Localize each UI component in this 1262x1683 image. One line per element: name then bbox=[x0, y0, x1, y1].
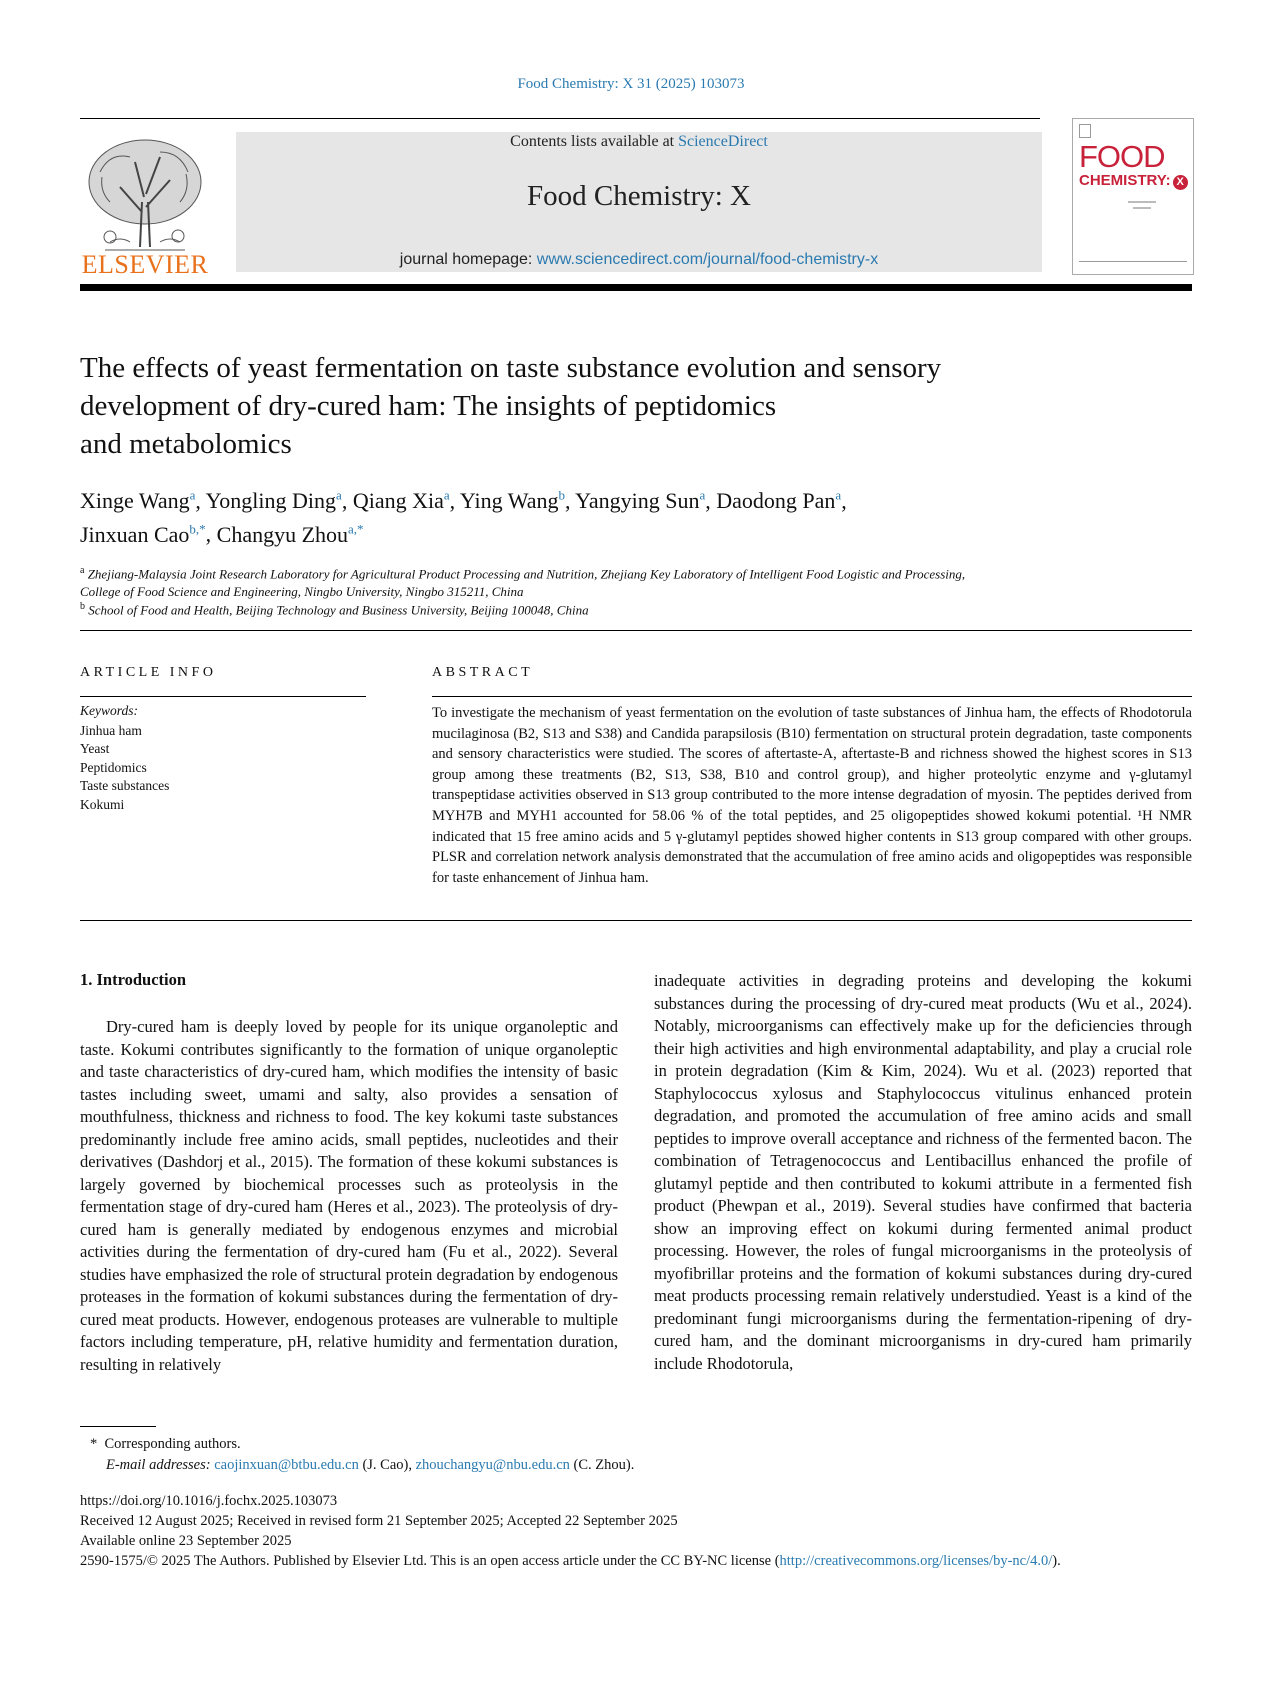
abstract-text: To investigate the mechanism of yeast fermentation on the evolution of taste substances of Jinhua ham, the effects of Rhodotorula mucilaginosa (B2, S13 and S38) and Candida parapsilosis (B10) fermentation on structural protein degradation, taste components and sensory characteristics were studied. The scores of aftertaste-A, aftertaste-B and richness showed the highest scores in S13 group among these treatments (B2, S13, S38, B10 and control group), and higher proteolytic enzyme and γ-glutamyl transpeptidase activities observed in S13 group contributed to the more intense degradation of myosin. The peptides derived from MYH7B and MYH1 accounted for 58.06 % of the total peptides, and 25 oligopeptides showed kokumi potential. ¹H NMR indicated that 15 free amino acids and 5 γ-glutamyl peptides showed higher contents in S13 group compared with other groups. PLSR and correlation network analysis demonstrated that the accumulation of free amino acids and oligopeptides was responsible for taste enhancement of Jinhua ham. bbox=[432, 705, 1192, 886]
header-rule bbox=[80, 118, 1040, 119]
footnote-rule bbox=[80, 1426, 156, 1427]
keyword: Peptidomics bbox=[80, 759, 147, 775]
keyword: Kokumi bbox=[80, 796, 125, 812]
cover-x-badge: X bbox=[1173, 175, 1188, 190]
cover-decoration bbox=[1128, 201, 1156, 203]
keywords-label: Keywords: bbox=[80, 703, 138, 718]
affiliation-b: $^b$ School of Food and Health, Beijing Technology and Business University, Beijing 100048, China bbox=[80, 601, 589, 618]
journal-citation-link[interactable]: Food Chemistry: X 31 (2025) 103073 bbox=[517, 76, 745, 92]
header-thick-rule bbox=[80, 284, 1192, 291]
intro-right-column bbox=[654, 970, 1192, 1375]
cover-decoration bbox=[1079, 124, 1091, 138]
received-dates: Received 12 August 2025; Received in revised form 21 September 2025; Accepted 22 September 2025 bbox=[80, 1513, 678, 1529]
intro-paragraph: inadequate activities in degrading proteins and developing the kokumi substances during the processing of dry-cured meat products (Wu et al., 2024). Notably, microorganisms can effectively make up for the deficiencies through their high activities and high environmental adaptability, and play a crucial role in protein degradation (Kim & Kim, 2024). Wu et al. (2023) reported that Staphylococcus xylosus and Staphylococcus vitulinus enhanced protein degradation, and promoted the accumulation of free amino acids and small peptides to improve overall acceptance and richness of the fermented bacon. The combination of Tetragenococcus and Lentibacillus enhanced the profile of glutamyl peptide and then contributed to kokumi attribute in a fermented fish product (Phewpan et al., 2019). Several studies have confirmed that bacteria show an improving effect on kokumi during fermented animal product processing. However, the roles of fungal microorganisms in the proteolysis of myofibrillar proteins and the formation of kokumi substances during dry-cured meat products processing remain relatively understudied. Yeast is a kind of the predominant fungi microorganisms during the fermentation-ripening of dry-cured ham, and the dominant microorganisms in dry-cured ham primarily include Rhodotorula, bbox=[654, 971, 1192, 1373]
journal-title: Food Chemistry: X bbox=[527, 180, 751, 212]
journal-homepage-line: journal homepage: www.sciencedirect.com/journal/food-chemistry-x bbox=[399, 251, 879, 268]
affiliation-a: $^a$ Zhejiang-Malaysia Joint Research Laboratory for Agricultural Product Processing and Nutrition, Zhejiang Key Laboratory of Intelligent Food Logistic and Processing, College of Food Science and Engineering, Ningbo University, Ningbo 315211, China bbox=[80, 565, 966, 600]
author[interactable]: Ying Wang$^b$ bbox=[459, 488, 565, 514]
email-link-zhou[interactable]: zhouchangyu@nbu.edu.cn bbox=[415, 1457, 570, 1473]
journal-homepage-link[interactable]: www.sciencedirect.com/journal/food-chemistry-x bbox=[536, 251, 879, 268]
cover-food-text: FOOD bbox=[1079, 139, 1165, 174]
introduction-heading: 1. Introduction bbox=[80, 970, 187, 989]
author-list: Xinge Wang$^a$, Yongling Ding$^a$, Qiang Xia$^a$, Ying Wang$^b$, Yangying Sun$^a$, Daodong Pan$^a$, Jinxuan Cao$^{b,*}$, Changyu Zhou$^{a,*}$ bbox=[80, 488, 847, 547]
cover-chemistry-text: CHEMISTRY: X bbox=[1079, 173, 1188, 190]
available-online: Available online 23 September 2025 bbox=[80, 1533, 292, 1549]
intro-left-column bbox=[80, 1016, 618, 1376]
abstract-heading: ABSTRACT bbox=[432, 665, 534, 680]
abstract-bottom-rule bbox=[80, 920, 1192, 921]
author[interactable]: Daodong Pan$^a$ bbox=[716, 488, 842, 514]
author[interactable]: Qiang Xia$^a$ bbox=[352, 488, 450, 514]
abstract-rule bbox=[432, 696, 1192, 697]
keywords-list bbox=[80, 722, 169, 814]
email-addresses: E-mail addresses: caojinxuan@btbu.edu.cn (J. Cao), zhouchangyu@nbu.edu.cn (C. Zhou). bbox=[106, 1457, 635, 1473]
author[interactable]: Changyu Zhou$^{a,*}$ bbox=[216, 521, 364, 547]
section-rule bbox=[80, 630, 1192, 631]
cover-decoration bbox=[1079, 261, 1187, 262]
journal-cover-thumbnail[interactable] bbox=[1072, 118, 1194, 275]
keyword: Jinhua ham bbox=[80, 723, 142, 738]
license-link[interactable]: http://creativecommons.org/licenses/by-nc/4.0/ bbox=[779, 1553, 1053, 1569]
author[interactable]: Jinxuan Cao$^{b,*}$ bbox=[80, 521, 206, 547]
sciencedirect-link[interactable]: ScienceDirect bbox=[678, 133, 768, 150]
contents-available-line: Contents lists available at ScienceDirect bbox=[510, 133, 768, 150]
cover-decoration bbox=[1133, 207, 1151, 209]
article-info-rule bbox=[80, 696, 366, 697]
keyword: Taste substances bbox=[80, 778, 170, 794]
corresponding-authors-note: * Corresponding authors. bbox=[90, 1436, 241, 1452]
author[interactable]: Yangying Sun$^a$ bbox=[575, 488, 706, 514]
license-statement: 2590-1575/© 2025 The Authors. Published by Elsevier Ltd. This is an open access article under the CC BY-NC license (http://creativecommons.org/licenses/by-nc/4.0/). bbox=[80, 1553, 1061, 1569]
doi-link[interactable]: https://doi.org/10.1016/j.fochx.2025.103073 bbox=[80, 1493, 338, 1509]
article-info-heading: ARTICLE INFO bbox=[80, 665, 217, 680]
elsevier-wordmark: ELSEVIER bbox=[81, 250, 209, 279]
intro-paragraph: Dry-cured ham is deeply loved by people for its unique organoleptic and taste. Kokumi contributes significantly to the formation of unique organoleptic and taste characteristics of dry-cured ham, which modifies the intensity of basic tastes including sweet, umami and salty, also provides a sensation of mouthfulness, thickness and richness to food. The key kokumi taste substances predominantly include free amino acids, small peptides, nucleotides and their derivatives (Dashdorj et al., 2015). The formation of these kokumi substances is largely governed by biochemical processes such as proteolysis in the fermentation stage of dry-cured ham (Heres et al., 2023). The proteolysis of dry-cured ham is generally mediated by endogenous enzymes and microbial activities during the fermentation of dry-cured ham (Fu et al., 2022). Several studies have emphasized the role of structural protein degradation by endogenous proteases in the formation of kokumi substances during the fermentation of dry-cured meat products. However, endogenous proteases are vulnerable to multiple factors including temperature, pH, relative humidity and fermentation duration, resulting in relatively bbox=[80, 1017, 618, 1374]
author[interactable]: Yongling Ding$^a$ bbox=[205, 488, 342, 514]
author[interactable]: Xinge Wang$^a$ bbox=[80, 488, 196, 514]
article-title: The effects of yeast fermentation on taste substance evolution and sensory development of dry-cured ham: The insights of peptidomics and metabolomics bbox=[80, 352, 942, 460]
email-link-cao[interactable]: caojinxuan@btbu.edu.cn bbox=[214, 1457, 359, 1473]
keyword: Yeast bbox=[80, 741, 110, 757]
